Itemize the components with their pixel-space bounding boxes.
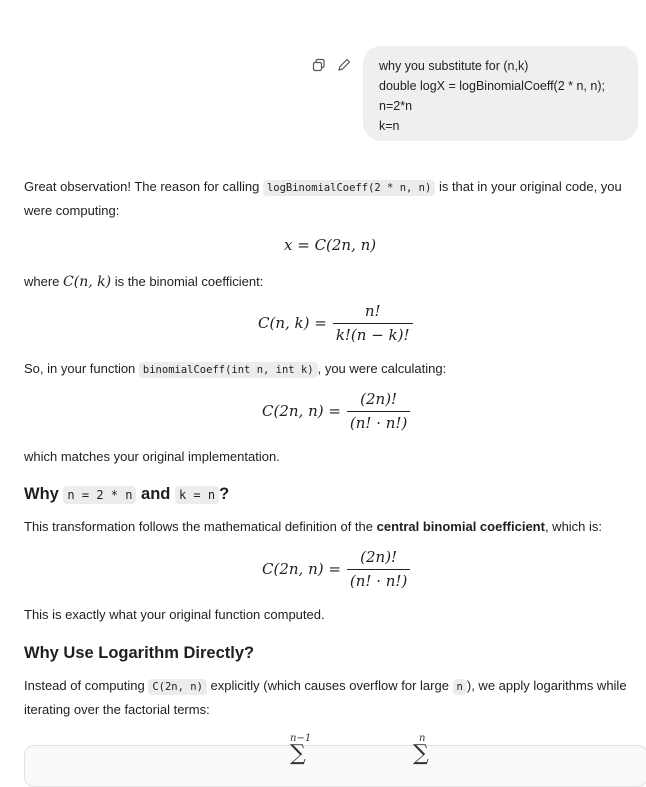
text: explicitly (which causes overflow for large [206,678,453,693]
text: which matches your original implementation. [24,449,280,464]
text: and [136,485,175,503]
section-heading: Why Use Logarithm Directly? [24,644,255,662]
user-message-bubble [363,46,638,141]
response-paragraph [24,271,638,294]
response-paragraph [24,446,638,469]
response-paragraph [24,516,638,539]
inline-code: k = n [175,486,219,504]
text: Why [24,485,64,503]
fraction [333,302,413,344]
math-lhs: C(2n, n) = [262,402,341,420]
copy-icon[interactable] [310,56,328,74]
edit-icon[interactable] [335,56,353,74]
text: This transformation follows the mathematical definition of the [24,519,377,534]
equation [262,390,410,432]
bold-text: central binomial coefficient [376,519,545,534]
inline-code: C(2n, n) [148,679,207,695]
text: Great observation! The reason for calling [24,179,263,194]
response-paragraph [24,675,638,721]
text: where [24,274,64,289]
text: Instead of computing [24,678,149,693]
math-lhs: C(2n, n) = [262,560,341,578]
sum-upper-limit: n [419,733,426,744]
sum-sign: ∑ [290,741,306,766]
fraction [347,548,410,590]
text: is that in your original code, you were computing: [24,179,622,218]
equation [262,548,410,590]
response-paragraph [24,604,638,627]
text: This is exactly what your original function computed. [24,607,325,622]
denominator: (n! · n!) [347,569,410,590]
inline-code: n [453,679,467,695]
math-inline: C(n, k) [63,274,112,290]
sum-sign: ∑ [413,741,429,766]
numerator: (2n)! [360,548,398,566]
math-lhs: C(n, k) = [258,314,327,332]
response-paragraph [24,176,638,222]
text: is the binomial coefficient: [111,274,264,289]
user-message-line: k=n [379,119,400,133]
fraction [347,390,410,432]
equation-block [24,745,646,787]
text: , which is: [544,519,603,534]
numerator: n! [364,302,381,320]
section-heading [24,485,229,504]
equation [258,302,413,344]
inline-code: binomialCoeff(int n, int k) [139,362,318,378]
equation [284,236,376,254]
user-message-line: n=2*n [379,99,413,113]
sum-upper-limit: n−1 [290,733,312,744]
text: ), we apply logarithms while iterating over the factorial terms: [24,678,627,717]
denominator: k!(n − k)! [333,323,413,344]
text: So, in your function [24,361,139,376]
denominator: (n! · n!) [347,411,410,432]
inline-code: n = 2 * n [63,486,136,504]
user-message-line: double logX = logBinomialCoeff(2 * n, n); [379,79,605,93]
inline-code: logBinomialCoeff(2 * n, n) [263,180,435,196]
numerator: (2n)! [360,390,398,408]
response-paragraph [24,358,638,382]
user-message-line: why you substitute for (n,k) [379,59,529,73]
text: , you were calculating: [317,361,447,376]
math-expression: x = C(2n, n) [284,236,377,254]
text: ? [219,485,230,503]
